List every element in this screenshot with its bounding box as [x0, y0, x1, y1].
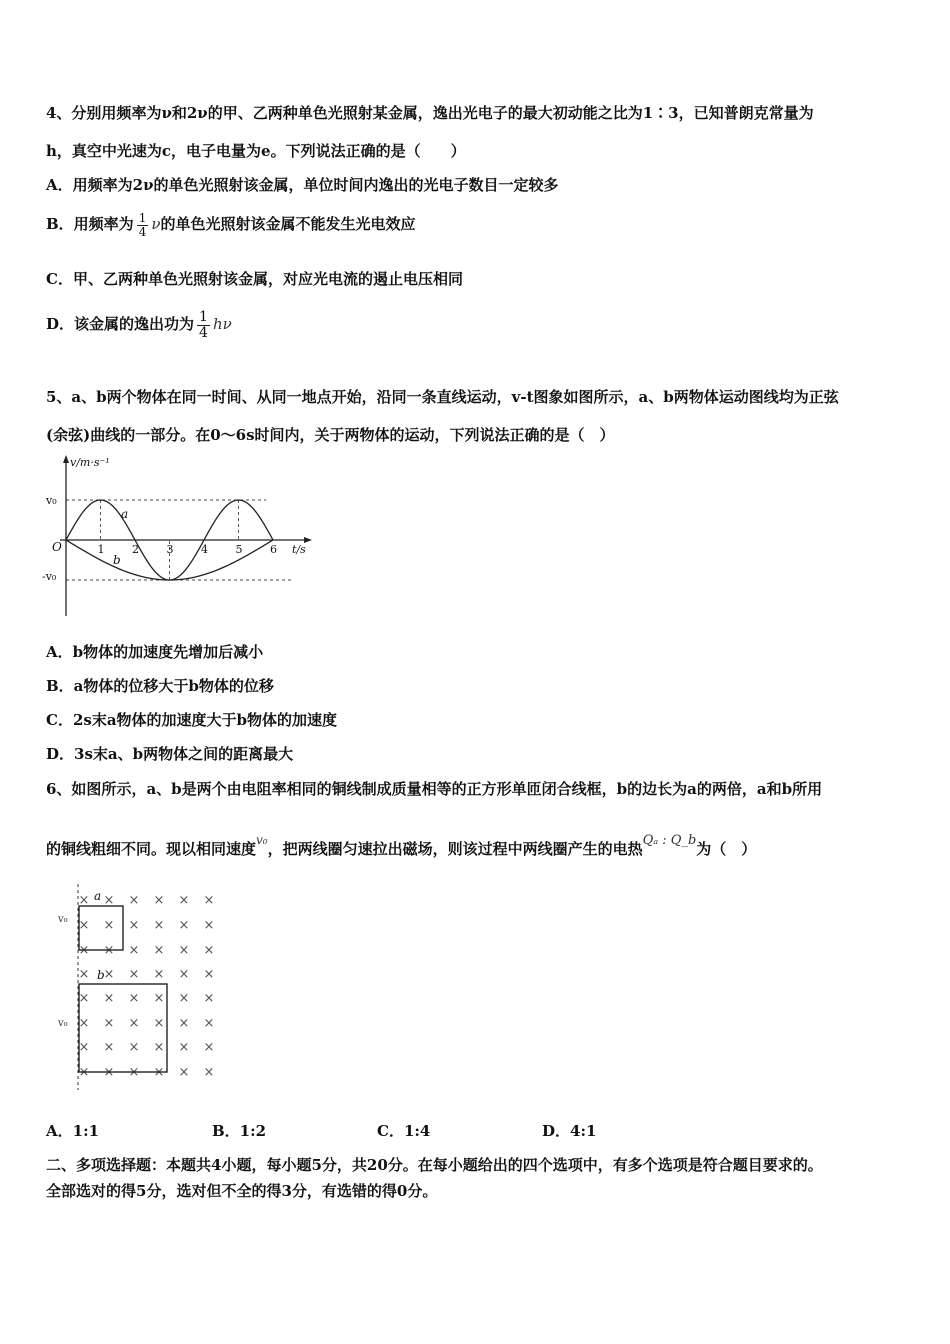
q6-option-b: B．1:2	[212, 1122, 267, 1140]
field-cross-5-0: ×	[78, 1016, 90, 1031]
field-cross-0-2: ×	[128, 893, 140, 908]
field-cross-3-5: ×	[203, 967, 215, 982]
q6-option-d: D．4:1	[542, 1122, 597, 1140]
q6-stem-middle: ，把两线圈匀速拉出磁场，则该过程中两线圈产生的电热	[267, 840, 643, 858]
x-tick-6: 6	[270, 543, 277, 556]
q4-option-b	[46, 212, 415, 238]
field-cross-1-5: ×	[203, 918, 215, 933]
field-cross-2-5: ×	[203, 943, 215, 958]
field-cross-5-5: ×	[203, 1016, 215, 1031]
field-cross-7-3: ×	[153, 1065, 165, 1080]
field-cross-marks	[79, 893, 215, 1080]
q4-stem-line1: 4、分别用频率为ν和2ν的甲、乙两种单色光照射某金属，逸出光电子的最大初动能之比为1∶3，已知普朗克常量为	[46, 104, 814, 122]
q6-stem-line1: 6、如图所示，a、b是两个由电阻率相同的铜线制成质量相等的正方形单匝闭合线框，b的边长为a的两倍，a和b所用	[46, 780, 823, 798]
q4-option-c: C．甲、乙两种单色光照射该金属，对应光电流的遏止电压相同	[46, 270, 463, 288]
q5-option-b: B．a物体的位移大于b物体的位移	[46, 677, 274, 695]
field-cross-3-1: ×	[103, 967, 115, 982]
field-cross-5-3: ×	[153, 1016, 165, 1031]
field-cross-2-0: ×	[78, 943, 90, 958]
x-tick-1: 1	[97, 543, 105, 556]
x-tick-3: 3	[166, 543, 174, 556]
magnetic-field-figure	[54, 880, 234, 1092]
q6-stem-prefix: 的铜线粗细不同。现以相同速度	[46, 840, 257, 858]
field-cross-3-0: ×	[78, 967, 90, 982]
q6-option-c: C．1:4	[377, 1122, 431, 1140]
field-cross-7-2: ×	[128, 1065, 140, 1080]
field-cross-0-3: ×	[153, 893, 165, 908]
coil-b-velocity: v₀	[58, 1018, 68, 1029]
q5-option-d: D．3s末a、b两物体之间的距离最大	[46, 745, 294, 763]
field-cross-1-2: ×	[128, 918, 140, 933]
fraction-denominator: 4	[138, 224, 147, 239]
q4-option-a: A．用频率为2ν的单色光照射该金属，单位时间内逸出的光电子数目一定较多	[46, 176, 559, 194]
q4-option-b-prefix: B．用频率为	[46, 215, 134, 234]
field-cross-4-4: ×	[178, 991, 190, 1006]
q4-option-d-fraction	[197, 310, 210, 340]
fraction-numerator: 1	[138, 211, 147, 225]
field-cross-0-0: ×	[78, 893, 90, 908]
field-cross-7-0: ×	[78, 1065, 90, 1080]
field-cross-5-1: ×	[103, 1016, 115, 1031]
field-cross-0-1: ×	[103, 893, 115, 908]
field-cross-5-2: ×	[128, 1016, 140, 1031]
field-cross-2-3: ×	[153, 943, 165, 958]
field-cross-3-4: ×	[178, 967, 190, 982]
field-cross-6-1: ×	[103, 1040, 115, 1055]
y-tick-v0: v₀	[46, 494, 57, 507]
fraction-numerator: 1	[199, 309, 208, 325]
coil-a-velocity: v₀	[58, 914, 68, 925]
x-axis-label: t/s	[292, 543, 306, 556]
coil-b-label: b	[97, 968, 105, 982]
field-cross-3-2: ×	[128, 967, 140, 982]
field-cross-3-3: ×	[153, 967, 165, 982]
vt-graph	[40, 452, 320, 620]
series-b-label: b	[113, 553, 121, 567]
q6-stem-suffix: 为（ ）	[696, 840, 757, 858]
field-cross-0-4: ×	[178, 893, 190, 908]
q4-option-d	[46, 310, 232, 340]
field-cross-0-5: ×	[203, 893, 215, 908]
series-a-label: a	[121, 507, 129, 521]
field-cross-6-5: ×	[203, 1040, 215, 1055]
y-axis-label: v/m·s⁻¹	[70, 456, 110, 469]
field-cross-5-4: ×	[178, 1016, 190, 1031]
q4-option-b-fraction	[137, 212, 149, 238]
field-cross-2-2: ×	[128, 943, 140, 958]
field-cross-6-2: ×	[128, 1040, 140, 1055]
field-cross-4-1: ×	[103, 991, 115, 1006]
q6-stem-line2	[46, 833, 757, 859]
field-cross-4-2: ×	[128, 991, 140, 1006]
field-cross-6-4: ×	[178, 1040, 190, 1055]
q5-stem-line2: (余弦)曲线的一部分。在0～6s时间内，关于两物体的运动，下列说法正确的是（ ）	[46, 426, 615, 444]
field-cross-2-4: ×	[178, 943, 190, 958]
section2-heading-line1: 二、多项选择题：本题共4小题，每小题5分，共20分。在每小题给出的四个选项中，有多个选项是符合题目要求的。	[46, 1156, 823, 1174]
y-axis-arrow	[63, 455, 69, 463]
field-cross-7-4: ×	[178, 1065, 190, 1080]
fraction-denominator: 4	[199, 324, 208, 341]
x-tick-4: 4	[201, 543, 208, 556]
x-tick-5: 5	[235, 543, 243, 556]
velocity-symbol: v₀	[256, 833, 268, 847]
field-cross-1-3: ×	[153, 918, 165, 933]
field-cross-7-5: ×	[203, 1065, 215, 1080]
q5-option-c: C．2s末a物体的加速度大于b物体的加速度	[46, 711, 338, 729]
field-cross-1-0: ×	[78, 918, 90, 933]
q4-option-b-suffix: 的单色光照射该金属不能发生光电效应	[160, 215, 416, 234]
field-cross-6-0: ×	[78, 1040, 90, 1055]
q4-option-d-symbol: hν	[212, 315, 232, 334]
q6-option-a: A．1:1	[46, 1122, 100, 1140]
field-cross-4-3: ×	[153, 991, 165, 1006]
field-cross-6-3: ×	[153, 1040, 165, 1055]
q5-stem-line1: 5、a、b两个物体在同一时间、从同一地点开始，沿同一条直线运动，v-t图象如图所示，a、b两物体运动图线均为正弦	[46, 388, 839, 406]
coil-a-label: a	[94, 889, 102, 903]
x-tick-2: 2	[132, 543, 139, 556]
section2-heading-line2: 全部选对的得5分，选对但不全的得3分，有选错的得0分。	[46, 1182, 438, 1200]
field-cross-1-1: ×	[103, 918, 115, 933]
q4-option-b-symbol: ν	[151, 215, 161, 234]
y-tick-neg-v0: -v₀	[42, 570, 57, 583]
field-cross-2-1: ×	[103, 943, 115, 958]
field-cross-4-0: ×	[78, 991, 90, 1006]
field-cross-7-1: ×	[103, 1065, 115, 1080]
q4-option-d-prefix: D．该金属的逸出功为	[46, 315, 195, 334]
q5-option-a: A．b物体的加速度先增加后减小	[46, 643, 264, 661]
field-cross-4-5: ×	[203, 991, 215, 1006]
heat-ratio-symbol: Qₐ : Q_b	[642, 833, 697, 848]
q4-stem-line2: h，真空中光速为c，电子电量为e。下列说法正确的是（ ）	[46, 142, 466, 160]
field-cross-1-4: ×	[178, 918, 190, 933]
origin-label: O	[52, 540, 62, 554]
